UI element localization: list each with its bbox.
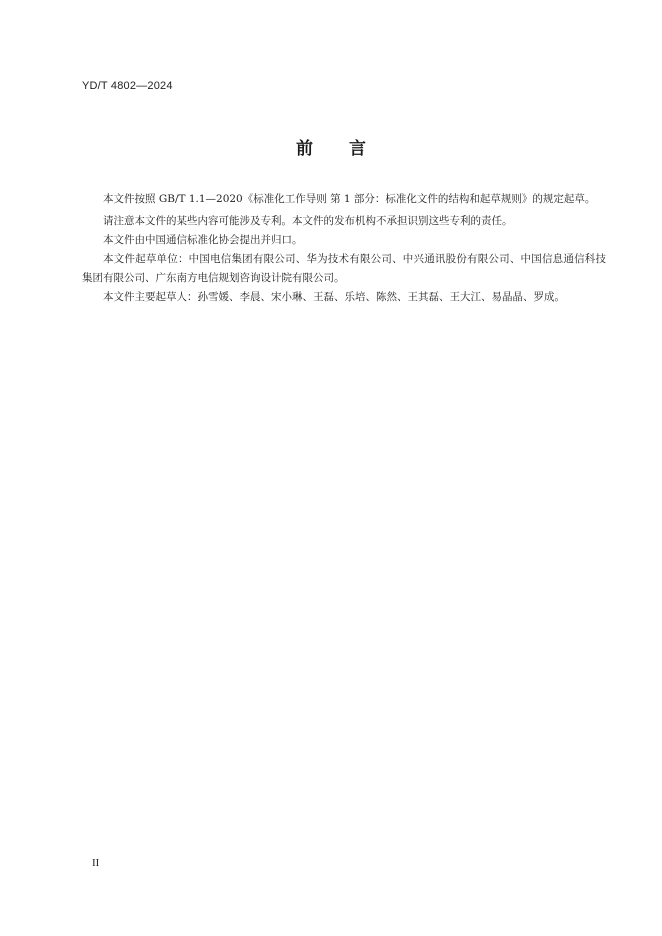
paragraph-drafters: 本文件主要起草人：孙雪媛、李晨、宋小琳、王磊、乐培、陈然、王其磊、王大江、易晶晶、罗成。 [103, 291, 565, 303]
paragraph-drafting-basis: 本文件按照 GB/T 1.1—2020《标准化工作导则 第 1 部分：标准化文件的结构和起草规则》的规定起草。 [103, 193, 596, 205]
title-char-2: 言 [349, 139, 366, 159]
document-id: YD/T 4802—2024 [82, 80, 173, 92]
paragraph-proposer: 本文件由中国通信标准化协会提出并归口。 [103, 234, 303, 246]
page-title [0, 134, 662, 159]
title-char-1: 前 [296, 139, 313, 159]
foreword-body [82, 190, 606, 307]
page-number: II [92, 857, 100, 869]
paragraph-patent-notice: 请注意本文件的某些内容可能涉及专利。本文件的发布机构不承担识别这些专利的责任。 [103, 215, 513, 227]
paragraph-drafting-units: 本文件起草单位：中国电信集团有限公司、华为技术有限公司、中兴通讯股份有限公司、中国信息通信科技集团有限公司、广东南方电信规划咨询设计院有限公司。 [82, 253, 606, 284]
